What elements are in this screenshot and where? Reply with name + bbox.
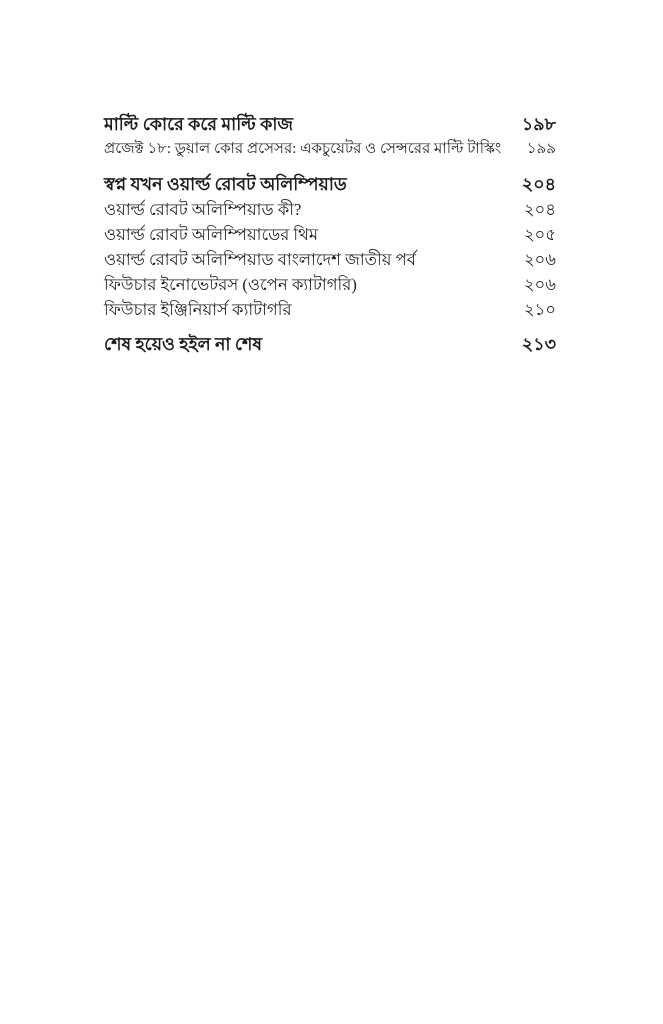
toc-entry-title: ফিউচার ইনোভেটরস (ওপেন ক্যাটাগরি) [104,275,357,294]
toc-entry-title: ওয়ার্ল্ড রোবট অলিম্পিয়াড বাংলাদেশ জাতীয় পর্ব [104,250,416,269]
toc-entry-page: ২০৪ [523,200,556,219]
toc-entry [104,247,556,272]
toc-entry-title: স্বপ্ন যখন ওয়ার্ল্ড রোবট অলিম্পিয়াড [104,174,347,194]
toc-entry-page: ২০৬ [523,250,556,269]
toc-entry-page: ২০৬ [523,275,556,294]
toc-entry-title: শেষ হয়েও হইল না শেষ [104,334,262,354]
toc-entry-page: ২১৩ [521,334,556,354]
toc-entry-title: ফিউচার ইঞ্জিনিয়ার্স ক্যাটাগরি [104,300,292,319]
toc-entry-title: প্রজেক্ট ১৮: ডুয়াল কোর প্রসেসর: একচুয়েটর ও সেন্সরের মাল্টি টাস্কিং [104,141,502,157]
toc-entry-title: মাল্টি কোরে করে মাল্টি কাজ [104,114,294,134]
toc-entry [104,197,556,222]
toc-entry-title: ওয়ার্ল্ড রোবট অলিম্পিয়াড কী? [104,200,302,219]
toc-entry-page: ২১০ [523,300,556,319]
toc-entry-page: ১৯৮ [521,114,556,134]
toc-entry-page: ২০৪ [521,174,556,194]
toc-entry-title: ওয়ার্ল্ড রোবট অলিম্পিয়াডের থিম [104,225,319,244]
toc-entry [104,297,556,322]
toc-entry-page: ১৯৯ [526,141,556,157]
toc-entry-page: ২০৫ [523,225,556,244]
toc-entry [104,331,556,357]
toc-entry [104,137,556,162]
toc-entry [104,171,556,197]
toc-entry [104,222,556,247]
toc-entry [104,272,556,297]
table-of-contents [104,111,556,357]
toc-entry [104,111,556,137]
